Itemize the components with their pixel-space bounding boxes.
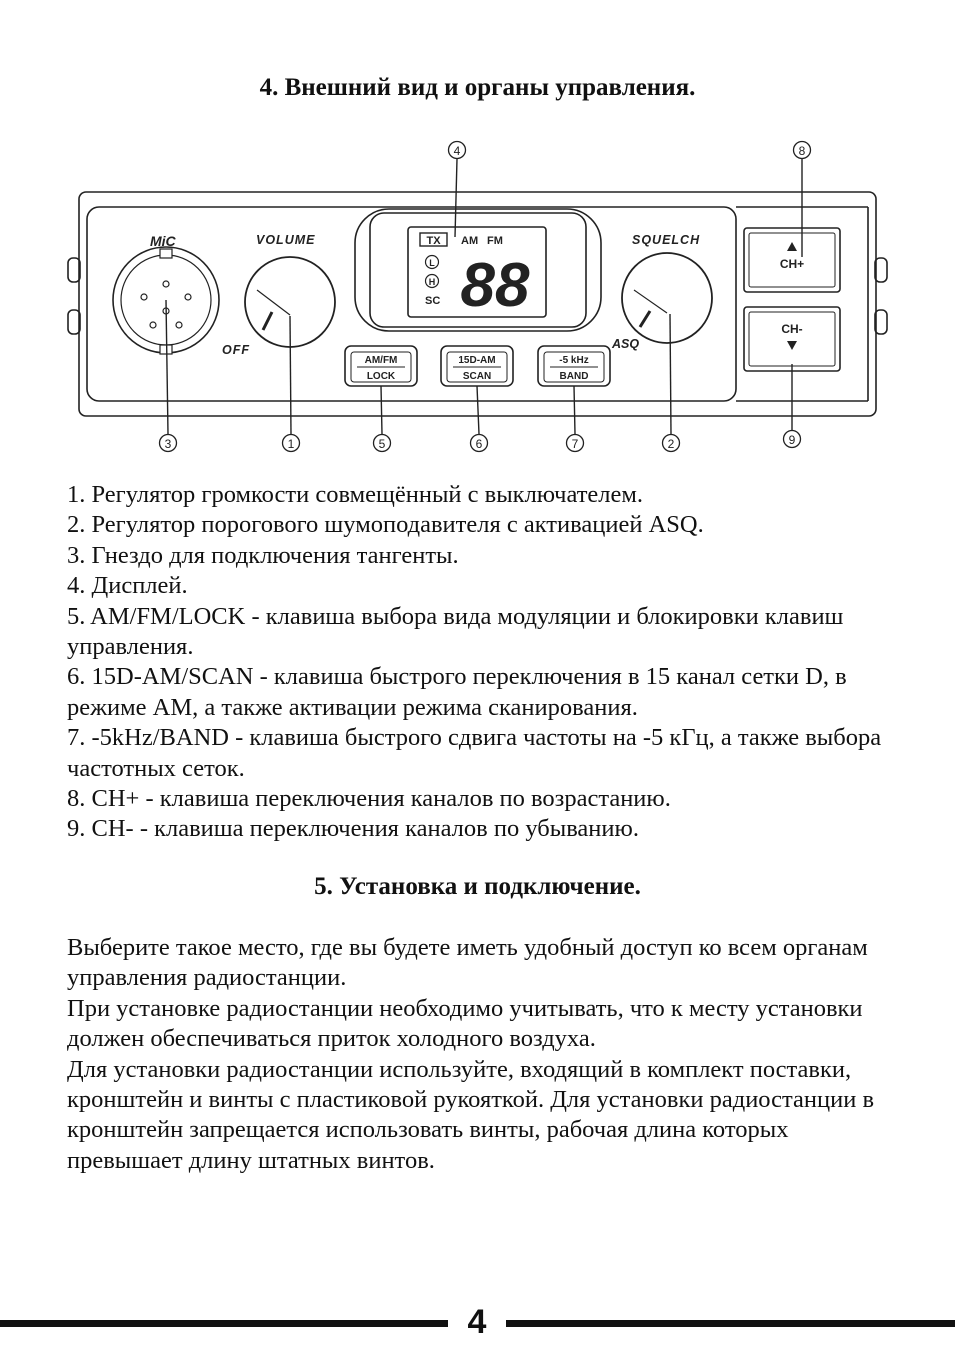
callout-7: 7	[571, 437, 579, 451]
ch-minus-button[interactable]	[744, 307, 840, 371]
down-arrow-icon	[787, 341, 797, 350]
fm-indicator: FM	[487, 235, 503, 247]
callout-3: 3	[164, 437, 172, 451]
list-item: 1. Регулятор громкости совмещённый с выключателем.	[67, 481, 644, 508]
scan-label: SCAN	[462, 371, 492, 382]
low-power-indicator: L	[429, 258, 435, 268]
ch-minus-label: CH-	[781, 322, 803, 336]
list-item: 8. CH+ - клавиша переключения каналов по возрастанию.	[67, 785, 671, 813]
callout-6: 6	[475, 437, 483, 451]
list-item: 4. Дисплей.	[67, 572, 188, 600]
lock-label: LOCK	[366, 371, 396, 382]
paragraph: Для установки радиостанции используйте, входящий в комплект поставки, кронштейн и винты с пластиковой рукояткой. Для установки радиостанции в кронштейн запрещается использовать винты, рабочая длина которых превышает длину штатных винтов.	[67, 1055, 875, 1174]
tx-indicator: TX	[426, 235, 441, 247]
section-4-title: 4. Внешний вид и органы управления.	[259, 74, 696, 101]
am-indicator: AM	[461, 235, 479, 247]
scan-indicator: SC	[425, 295, 441, 307]
band-label: BAND	[559, 371, 589, 382]
high-power-indicator: H	[428, 277, 436, 287]
off-label: OFF	[222, 343, 250, 357]
up-arrow-icon	[787, 242, 797, 251]
callout-4: 4	[453, 144, 461, 158]
channel-digits: 88	[460, 251, 530, 320]
page-number: 4	[467, 1303, 487, 1341]
list-item: 3. Гнездо для подключения тангенты.	[67, 541, 459, 569]
callout-9: 9	[788, 433, 796, 447]
15d-am-label: 15D-AM	[458, 355, 496, 366]
controls-list	[67, 480, 897, 845]
section-5-title: 5. Установка и подключение.	[314, 873, 641, 900]
installation-text	[67, 933, 897, 1176]
lcd-display	[420, 233, 530, 320]
asq-label: ASQ	[612, 337, 640, 351]
callout-1: 1	[287, 437, 295, 451]
squelch-label: SQUELCH	[632, 233, 701, 247]
list-item: 5. AM/FM/LOCK - клавиша выбора вида модуляции и блокировки клавиш управления.	[67, 602, 844, 661]
am-fm-label: AM/FM	[364, 355, 398, 366]
list-item: 6. 15D-AM/SCAN - клавиша быстрого переключения в 15 канал сетки D, в режиме AM, а также активации режима сканирования.	[67, 663, 847, 721]
button-15d-am-scan[interactable]	[441, 346, 513, 386]
callout-8: 8	[798, 144, 806, 158]
paragraph: При установке радиостанции необходимо учитывать, что к месту установки должен обеспечиваться приток холодного воздуха.	[67, 994, 863, 1053]
list-item: 9. CH- - клавиша переключения каналов по убыванию.	[67, 815, 639, 843]
list-item: 7. -5kHz/BAND - клавиша быстрого сдвига частоты на -5 кГц, а также выбора частотных сеток.	[67, 724, 882, 782]
ch-plus-label: CH+	[779, 257, 805, 271]
footer-rule-left	[0, 1320, 448, 1327]
ch-plus-button[interactable]	[744, 228, 840, 292]
volume-label: VOLUME	[256, 233, 316, 247]
squelch-knob[interactable]	[622, 253, 712, 343]
callout-2: 2	[667, 437, 675, 451]
paragraph: Выберите такое место, где вы будете иметь удобный доступ ко всем органам управления радиостанции.	[67, 934, 868, 992]
button-5khz-band[interactable]	[538, 346, 610, 386]
page-footer	[0, 1300, 955, 1350]
5khz-label: -5 kHz	[559, 355, 589, 366]
button-am-fm-lock[interactable]	[345, 346, 417, 386]
footer-rule-right	[506, 1320, 955, 1327]
list-item: 2. Регулятор порогового шумоподавителя с активацией ASQ.	[67, 511, 704, 539]
callout-5: 5	[378, 437, 386, 451]
radio-front-panel-diagram	[0, 130, 955, 465]
mic-label: MiC	[150, 233, 176, 249]
